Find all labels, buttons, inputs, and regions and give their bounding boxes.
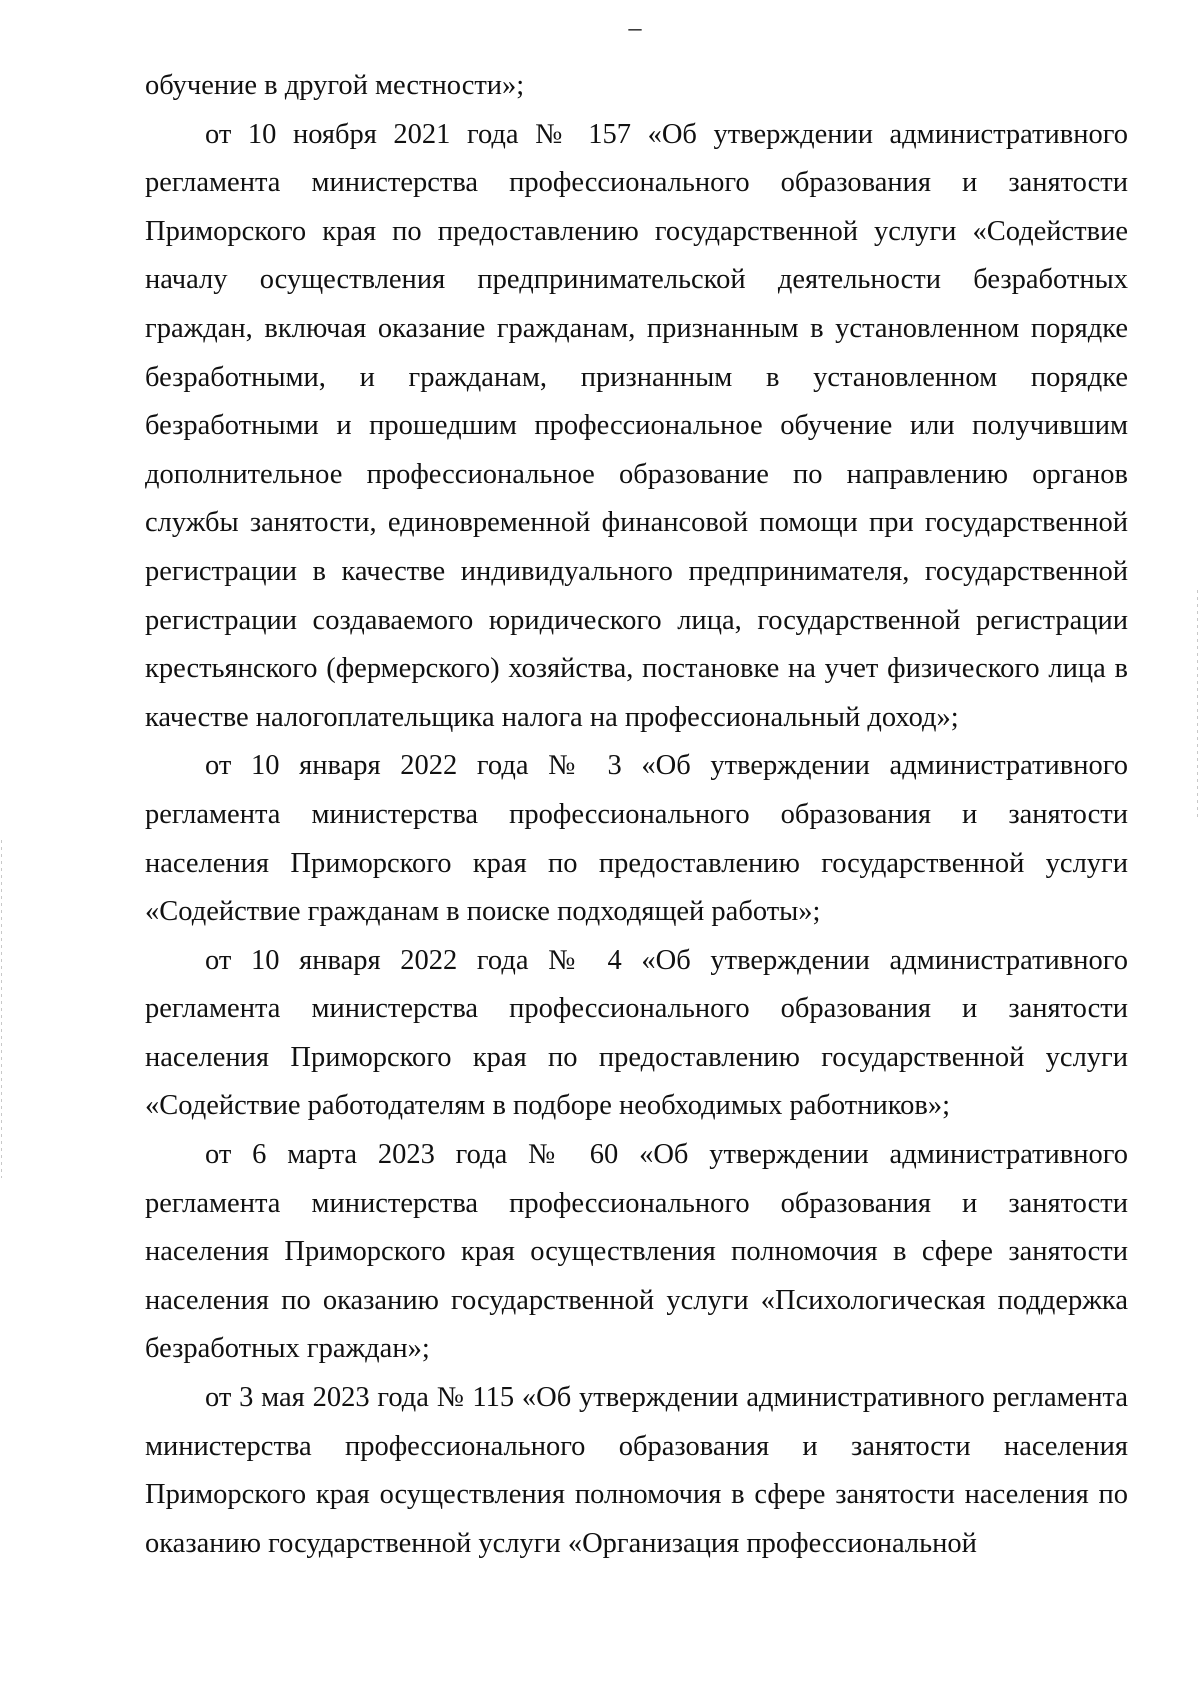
paragraph-order-115: от 3 мая 2023 года № 115 «Об утверждении административного регламента министерства профессионального образования и занятости населения Приморского края осуществления полномочия в сфере занятости населения по оказанию государственной услуги «Организация профессиональной [145, 1382, 1128, 1559]
paragraph-order-157: от 10 ноября 2021 года № 157 «Об утверждении административного регламента министерства профессионального образования и занятости Приморского края по предоставлению государственной услуги «Содействие началу осуществления предпринимательской деятельности безработных граждан, включая оказание гражданам, признанным в установленном порядке безработными, и гражданам, признанным в установленном порядке безработными и прошедшим профессиональное обучение или получившим дополнительное профессиональное образование по направлению органов службы занятости, единовременной финансовой помощи при государственной регистрации в качестве индивидуального предпринимателя, государственной регистрации создаваемого юридического лица, государственной регистрации крестьянского (фермерского) хозяйства, постановке на учет физического лица в качестве налогоплательщика налога на профессиональный доход»; [145, 118, 1128, 733]
paragraph-order-60: от 6 марта 2023 года № 60 «Об утверждении административного регламента министерства профессионального образования и занятости населения Приморского края осуществления полномочия в сфере занятости населения по оказанию государственной услуги «Психологическая поддержка безработных граждан»; [145, 1139, 1128, 1365]
paragraph-order-3: от 10 января 2022 года № 3 «Об утверждении административного регламента министерства профессионального образования и занятости населения Приморского края по предоставлению государственной услуги «Содействие гражданам в поиске подходящей работы»; [145, 750, 1128, 928]
scan-edge-right [1197, 590, 1198, 818]
paragraph-continuation: обучение в другой местности»; [145, 70, 525, 101]
scan-edge-left [1, 840, 2, 1178]
page-marker: – [628, 13, 642, 42]
paragraph-order-4: от 10 января 2022 года № 4 «Об утверждении административного регламента министерства профессионального образования и занятости населения Приморского края по предоставлению государственной услуги «Содействие работодателям в подборе необходимых работников»; [145, 944, 1128, 1122]
document-body [145, 62, 1128, 1568]
